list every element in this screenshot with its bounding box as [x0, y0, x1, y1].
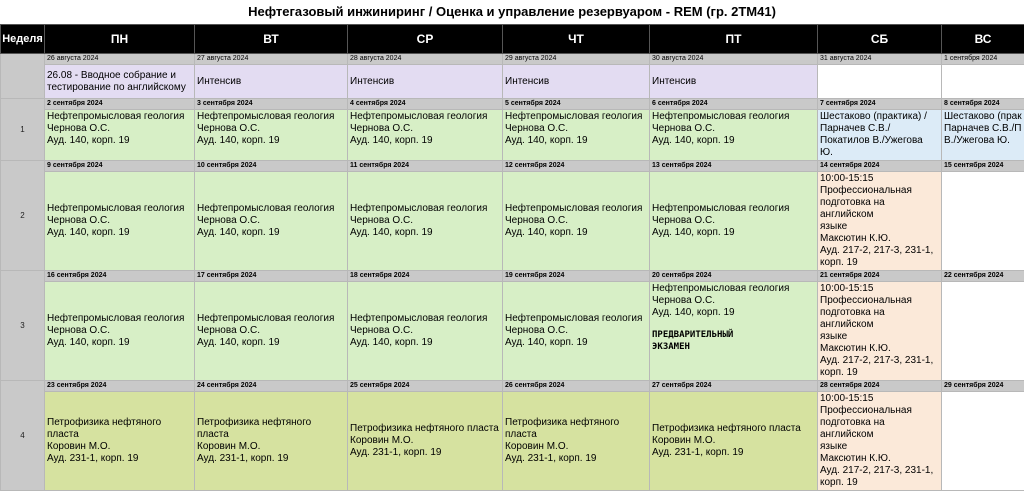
- date-cell: 5 сентября 2024: [503, 99, 650, 110]
- teacher-name: Чернова О.С.: [47, 215, 192, 227]
- course-name: Нефтепромысловая геология: [197, 111, 345, 123]
- event-text: Интенсив: [505, 76, 647, 88]
- date-cell: 29 сентября 2024: [942, 381, 1024, 392]
- event-text: Интенсив: [197, 76, 345, 88]
- course-name: Петрофизика нефтяного пласта: [652, 423, 815, 435]
- teacher-name: Чернова О.С.: [652, 215, 815, 227]
- room-info: Ауд. 231-1, корп. 19: [652, 447, 815, 459]
- date-cell: 16 сентября 2024: [45, 271, 195, 282]
- room-info: Ауд. 140, корп. 19: [197, 227, 345, 239]
- page-title: Нефтегазовый инжиниринг / Оценка и управление резервуаром - REM (гр. 2ТМ41): [0, 0, 1024, 24]
- room-info: Ауд. 140, корп. 19: [350, 135, 500, 147]
- course-name: Петрофизика нефтяного пласта: [350, 423, 500, 435]
- room-info: Ауд. 140, корп. 19: [505, 337, 647, 349]
- class-cell: [348, 172, 503, 271]
- course-name: Нефтепромысловая геология: [47, 313, 192, 325]
- room-info: Ауд. 217-2, 217-3, 231-1,: [820, 465, 939, 477]
- event-text: Шестаково (прак: [944, 111, 1022, 123]
- room-info: Ауд. 231-1, корп. 19: [505, 453, 647, 465]
- teacher-name: Чернова О.С.: [47, 123, 192, 135]
- teacher-name: Чернова О.С.: [652, 123, 815, 135]
- class-cell: [195, 172, 348, 271]
- header-row: [1, 25, 1024, 54]
- date-cell: 9 сентября 2024: [45, 161, 195, 172]
- day-header-fri: ПТ: [650, 25, 818, 54]
- class-cell: [348, 65, 503, 99]
- exam-cell: [650, 282, 818, 381]
- week-number: 2: [1, 161, 45, 271]
- course-name: подготовка на английском: [820, 307, 939, 331]
- class-cell: [650, 110, 818, 161]
- class-cell: [195, 392, 348, 491]
- teacher-name: Чернова О.С.: [197, 325, 345, 337]
- event-text: Интенсив: [652, 76, 815, 88]
- date-cell: 17 сентября 2024: [195, 271, 348, 282]
- class-cell: [348, 110, 503, 161]
- date-cell: 2 сентября 2024: [45, 99, 195, 110]
- class-cell-empty: [942, 65, 1024, 99]
- teacher-name: Коровин М.О.: [47, 441, 192, 453]
- class-cell: [503, 65, 650, 99]
- room-info: Ауд. 140, корп. 19: [47, 227, 192, 239]
- date-cell: 21 сентября 2024: [818, 271, 942, 282]
- day-header-thu: ЧТ: [503, 25, 650, 54]
- room-info: Ауд. 140, корп. 19: [47, 135, 192, 147]
- teacher-name: Чернова О.С.: [197, 123, 345, 135]
- course-name: Нефтепромысловая геология: [350, 203, 500, 215]
- class-row: [1, 282, 1024, 381]
- course-name: Нефтепромысловая геология: [350, 111, 500, 123]
- room-info: Ауд. 140, корп. 19: [652, 227, 815, 239]
- course-name: пласта: [47, 429, 192, 441]
- date-cell: 8 сентября 2024: [942, 99, 1024, 110]
- class-cell-empty: [942, 282, 1024, 381]
- room-info: Ауд. 231-1, корп. 19: [197, 453, 345, 465]
- course-name: Петрофизика нефтяного пласта: [197, 417, 345, 441]
- date-cell: 1 сентября 2024: [942, 54, 1024, 65]
- course-name: языке: [820, 441, 939, 453]
- course-name: Нефтепромысловая геология: [652, 111, 815, 123]
- practice-cell: [942, 110, 1024, 161]
- event-text: тестирование по английскому: [47, 82, 192, 94]
- teacher-name: Чернова О.С.: [505, 325, 647, 337]
- schedule-table: [0, 24, 1024, 491]
- course-name: Нефтепромысловая геология: [197, 203, 345, 215]
- class-cell-empty: [942, 172, 1024, 271]
- teacher-name: Коровин М.О.: [505, 441, 647, 453]
- date-cell: 23 сентября 2024: [45, 381, 195, 392]
- event-text: Парначев С.В./: [820, 123, 939, 135]
- class-cell: [348, 392, 503, 491]
- class-row: [1, 110, 1024, 161]
- date-cell: 24 сентября 2024: [195, 381, 348, 392]
- date-cell: 3 сентября 2024: [195, 99, 348, 110]
- week-number: 4: [1, 381, 45, 491]
- class-row: [1, 65, 1024, 99]
- room-info: Ауд. 140, корп. 19: [47, 337, 192, 349]
- exam-label-line: ЭКЗАМЕН: [652, 341, 815, 353]
- english-class-cell: [818, 172, 942, 271]
- date-cell: 27 сентября 2024: [650, 381, 818, 392]
- teacher-name: Чернова О.С.: [350, 215, 500, 227]
- course-name: Нефтепромысловая геология: [652, 203, 815, 215]
- room-info: Ауд. 140, корп. 19: [350, 227, 500, 239]
- room-info: Ауд. 231-1, корп. 19: [350, 447, 500, 459]
- week-number: [1, 54, 45, 99]
- class-cell: [503, 282, 650, 381]
- class-cell: [45, 65, 195, 99]
- room-info: Ауд. 140, корп. 19: [350, 337, 500, 349]
- course-name: Нефтепромысловая геология: [652, 283, 815, 295]
- event-text: В./Ужегова Ю.: [944, 135, 1022, 147]
- class-cell: [195, 110, 348, 161]
- date-cell: 7 сентября 2024: [818, 99, 942, 110]
- course-name: подготовка на английском: [820, 417, 939, 441]
- event-time: 10:00-15:15: [820, 393, 939, 405]
- teacher-name: Чернова О.С.: [47, 325, 192, 337]
- event-text: Ю.: [820, 147, 939, 159]
- room-info: корп. 19: [820, 257, 939, 269]
- date-cell: 29 августа 2024: [503, 54, 650, 65]
- date-cell: 18 сентября 2024: [348, 271, 503, 282]
- course-name: Профессиональная: [820, 405, 939, 417]
- week-number: 3: [1, 271, 45, 381]
- course-name: Профессиональная: [820, 295, 939, 307]
- room-info: Ауд. 140, корп. 19: [652, 135, 815, 147]
- course-name: Петрофизика нефтяного: [47, 417, 192, 429]
- room-info: Ауд. 140, корп. 19: [197, 337, 345, 349]
- class-cell: [650, 65, 818, 99]
- exam-label-line: ПРЕДВАРИТЕЛЬНЫЙ: [652, 329, 815, 341]
- class-cell: [45, 172, 195, 271]
- event-text: Парначев С.В./П: [944, 123, 1022, 135]
- class-cell: [45, 282, 195, 381]
- room-info: Ауд. 140, корп. 19: [505, 135, 647, 147]
- room-info: Ауд. 140, корп. 19: [652, 307, 815, 319]
- date-cell: 22 сентября 2024: [942, 271, 1024, 282]
- room-info: Ауд. 217-2, 217-3, 231-1,: [820, 355, 939, 367]
- room-info: корп. 19: [820, 367, 939, 379]
- course-name: Нефтепромысловая геология: [197, 313, 345, 325]
- date-row: [1, 99, 1024, 110]
- day-header-sun: ВС: [942, 25, 1024, 54]
- course-name: Нефтепромысловая геология: [505, 203, 647, 215]
- teacher-name: Максютин К.Ю.: [820, 343, 939, 355]
- date-row: [1, 161, 1024, 172]
- class-row: [1, 172, 1024, 271]
- english-class-cell: [818, 392, 942, 491]
- teacher-name: Чернова О.С.: [505, 123, 647, 135]
- room-info: Ауд. 140, корп. 19: [197, 135, 345, 147]
- class-cell-empty: [818, 65, 942, 99]
- event-text: Покатилов В./Ужегова: [820, 135, 939, 147]
- teacher-name: Чернова О.С.: [652, 295, 815, 307]
- course-name: Нефтепромысловая геология: [505, 111, 647, 123]
- course-name: Нефтепромысловая геология: [505, 313, 647, 325]
- date-cell: 28 августа 2024: [348, 54, 503, 65]
- class-cell: [45, 110, 195, 161]
- event-time: 10:00-15:15: [820, 173, 939, 185]
- teacher-name: Максютин К.Ю.: [820, 453, 939, 465]
- teacher-name: Чернова О.С.: [350, 123, 500, 135]
- course-name: Профессиональная: [820, 185, 939, 197]
- date-cell: 25 сентября 2024: [348, 381, 503, 392]
- teacher-name: Чернова О.С.: [197, 215, 345, 227]
- date-cell: 10 сентября 2024: [195, 161, 348, 172]
- event-time: 10:00-15:15: [820, 283, 939, 295]
- teacher-name: Чернова О.С.: [505, 215, 647, 227]
- class-cell: [195, 282, 348, 381]
- class-cell: [503, 110, 650, 161]
- day-header-mon: ПН: [45, 25, 195, 54]
- course-name: подготовка на английском: [820, 197, 939, 221]
- date-row: [1, 271, 1024, 282]
- room-info: Ауд. 231-1, корп. 19: [47, 453, 192, 465]
- date-cell: 30 августа 2024: [650, 54, 818, 65]
- class-cell: [503, 172, 650, 271]
- exam-label: [652, 329, 815, 353]
- date-cell: 12 сентября 2024: [503, 161, 650, 172]
- class-cell: [650, 392, 818, 491]
- date-cell: 20 сентября 2024: [650, 271, 818, 282]
- room-info: Ауд. 217-2, 217-3, 231-1,: [820, 245, 939, 257]
- class-cell-empty: [942, 392, 1024, 491]
- room-info: корп. 19: [820, 477, 939, 489]
- course-name: Нефтепромысловая геология: [47, 111, 192, 123]
- room-info: Ауд. 140, корп. 19: [505, 227, 647, 239]
- teacher-name: Коровин М.О.: [197, 441, 345, 453]
- date-cell: 26 августа 2024: [45, 54, 195, 65]
- course-name: Нефтепромысловая геология: [47, 203, 192, 215]
- teacher-name: Коровин М.О.: [350, 435, 500, 447]
- event-text: Шестаково (практика) /: [820, 111, 939, 123]
- week-number: 1: [1, 99, 45, 161]
- course-name: языке: [820, 221, 939, 233]
- class-cell: [650, 172, 818, 271]
- event-text: 26.08 - Вводное собрание и: [47, 70, 192, 82]
- day-header-sat: СБ: [818, 25, 942, 54]
- practice-cell: [818, 110, 942, 161]
- date-cell: 31 августа 2024: [818, 54, 942, 65]
- teacher-name: Коровин М.О.: [652, 435, 815, 447]
- date-cell: 28 сентября 2024: [818, 381, 942, 392]
- week-header: Неделя: [1, 25, 45, 54]
- day-header-tue: ВТ: [195, 25, 348, 54]
- date-cell: 14 сентября 2024: [818, 161, 942, 172]
- class-row: [1, 392, 1024, 491]
- date-cell: 6 сентября 2024: [650, 99, 818, 110]
- teacher-name: Максютин К.Ю.: [820, 233, 939, 245]
- date-cell: 13 сентября 2024: [650, 161, 818, 172]
- class-cell: [45, 392, 195, 491]
- date-cell: 19 сентября 2024: [503, 271, 650, 282]
- event-text: Интенсив: [350, 76, 500, 88]
- date-cell: 15 сентября 2024: [942, 161, 1024, 172]
- class-cell: [348, 282, 503, 381]
- teacher-name: Чернова О.С.: [350, 325, 500, 337]
- date-cell: 26 сентября 2024: [503, 381, 650, 392]
- class-cell: [503, 392, 650, 491]
- date-row: [1, 381, 1024, 392]
- course-name: Петрофизика нефтяного пласта: [505, 417, 647, 441]
- course-name: Нефтепромысловая геология: [350, 313, 500, 325]
- course-name: языке: [820, 331, 939, 343]
- date-cell: 27 августа 2024: [195, 54, 348, 65]
- class-cell: [195, 65, 348, 99]
- date-row: [1, 54, 1024, 65]
- date-cell: 11 сентября 2024: [348, 161, 503, 172]
- day-header-wed: СР: [348, 25, 503, 54]
- date-cell: 4 сентября 2024: [348, 99, 503, 110]
- english-class-cell: [818, 282, 942, 381]
